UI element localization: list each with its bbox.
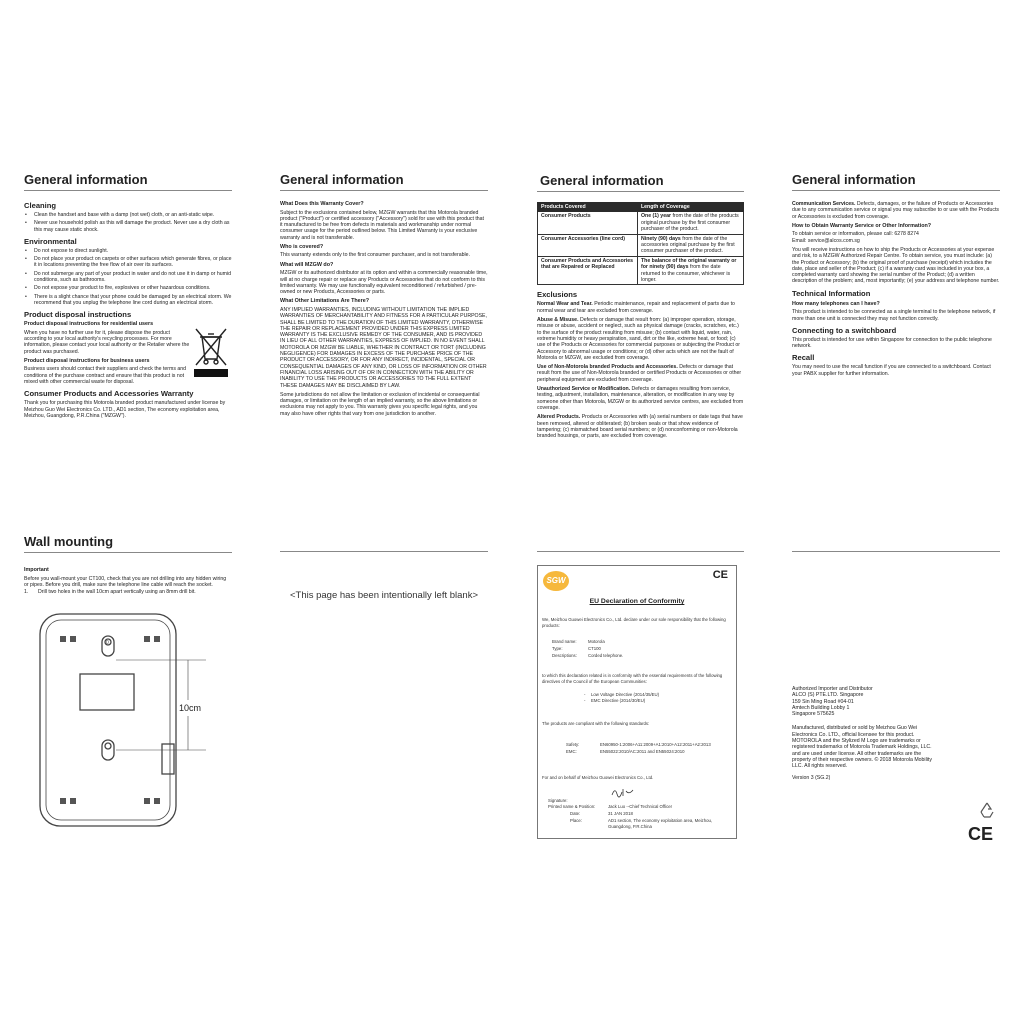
panel2-title: General information <box>280 172 488 191</box>
table-row <box>538 234 744 256</box>
disposal-section <box>24 321 232 385</box>
table-row <box>538 212 744 234</box>
divider <box>792 551 1000 552</box>
panel-back-cover <box>792 686 932 781</box>
importer-line: Singapore 575625 <box>792 711 835 718</box>
limitations-question: What Other Limitations Are There? <box>280 298 370 305</box>
exclusion-text: Products or Accessories with (a) serial numbers or date tags that have been removed, altered or obliterated; (b) broken seals or that show evidence of tampering; (c) mismatched board serial numbers; or (d) nonconforming or non-Motorola branded housings, or parts, are excluded from coverage. <box>537 414 743 440</box>
list-item: • Do not submerge any part of your product in water and do not use it in damp or humid conditions, such as bathrooms. <box>24 271 232 284</box>
behalf-text: For and on behalf of Meizhou Guowei Electronics Co., Ltd. <box>542 775 654 780</box>
environmental-list <box>24 248 232 306</box>
exclusion-text: Defects or damage that result from: (a) improper operation, storage, misuse or abuse, accident or neglect, such as physical damage (cracks, scratches, etc.) to the surface of the product resulting from misuse; (b) contact with liquid, water, rain, extreme humidity or heavy perspiration, sand, dirt or the like, extreme heat, or food; (c) use of the Products or Accessories for commercial purposes or subjecting the Product or Accessory to abnormal usage or conditions; or (d) other acts which are not the fault of Motorola or MZGW, are excluded from coverage. <box>537 317 740 361</box>
blank-page-note: <This page has been intentionally left blank> <box>289 590 479 601</box>
exclusion-item <box>537 301 744 314</box>
communication-services <box>792 201 1000 220</box>
signature-label: Signature: <box>548 798 568 803</box>
weee-bin-icon <box>193 325 229 377</box>
warranty-cover-question: What Does this Warranty Cover? <box>280 201 364 207</box>
table-header: Length of Coverage <box>638 203 744 212</box>
printed-name-value: Jack Luo --Chief Technical Officer <box>608 804 673 809</box>
disposal-heading: Product disposal instructions <box>24 310 132 320</box>
standards-text: The products are compliant with the following standards: <box>542 721 650 726</box>
exclusion-label: Abuse & Misuse. <box>537 317 579 324</box>
how-many-phones-answer: This product is intended to be connected as a single terminal to the telephone network, if more than one unit is connected they may not function correctly. <box>792 309 996 322</box>
consumer-warranty-heading: Consumer Products and Accessories Warranty <box>24 389 194 399</box>
panel-general-info-3 <box>537 173 744 442</box>
list-item: • Never use household polish as this will damage the product. Never use a dry cloth as this may cause static shock. <box>24 220 232 233</box>
directive-lvd: Low Voltage Directive (2014/35/EU) <box>591 692 660 697</box>
directive-emc: EMC Directive (2014/30/EU) <box>591 698 646 703</box>
table-cell-product: Consumer Products and Accessories that are Repaired or Replaced <box>538 256 638 285</box>
exclusion-text: Defects or damage that result from the use of Non-Motorola branded or certified Products or Accessories or other peripheral equipment are excluded from coverage. <box>537 364 742 383</box>
jurisdictions-text: Some jurisdictions do not allow the limitation or exclusion of incidental or consequential damages, or limitation on the length of an implied warranty, so the above limitations or exclusions may not apply to you. This warranty gives you specific legal rights, and you may also have other rights that vary from one jurisdiction to another. <box>280 391 480 417</box>
list-item: • There is a slight chance that your phone could be damaged by an electrical storm. We recommend that you unplug the telephone line cord during an electrical storm. <box>24 294 232 307</box>
recall-text: You may need to use the recall function if you are connected to a switchboard. Contact your PABX supplier for further information. <box>792 364 991 377</box>
exclusion-item <box>537 364 744 383</box>
exclusion-text: Defects or damages resulting from service, testing, adjustment, installation, maintenance, alteration, or modification in any way by someone other than Motorola, MZGW or its authorized service centres, are excluded from coverage. <box>537 386 744 411</box>
printed-name-label: Printed name & Position: <box>548 804 596 809</box>
coverage-bold: Ninety (90) days <box>641 235 681 242</box>
table-row <box>538 256 744 285</box>
wall-mount-diagram <box>36 612 226 828</box>
emc-label: EMC: <box>566 749 577 754</box>
obtain-service-instructions: You will receive instructions on how to ship the Products or Accessories at your expense and risk, to a MZGW Authorized Repair Centre. To obtain service, you must include: (a) the Product or Accessory; (b) the original proof of purchase (receipt) which includes the date, place and seller of the Product; (c) if a warranty card was included in your box, a completed warranty card showing the serial number of the Product; (d) a written description of the problem; and, most importantly; (e) your address and telephone number. <box>792 246 1000 285</box>
obtain-service-phone: To obtain service or information, please call: 6278 8274 <box>792 231 919 238</box>
technical-info-heading: Technical Information <box>792 288 871 298</box>
cleaning-list <box>24 212 232 233</box>
switchboard-heading: Connecting to a switchboard <box>792 325 897 335</box>
panel-general-info-2 <box>280 172 488 420</box>
place-label: Place: <box>570 818 582 823</box>
coverage-rest: from the date of the accessories original purchase by the first consumer purchaser of the product. <box>641 235 735 255</box>
list-item: • Do not expose to direct sunlight. <box>24 248 232 254</box>
who-covered-answer: This warranty extends only to the first consumer purchaser, and is not transferable. <box>280 252 471 259</box>
eu-declaration-document <box>537 565 737 839</box>
date-value: 31 JAN 2018 <box>608 811 633 816</box>
table-header-row <box>538 203 744 212</box>
brand-value: Motorola <box>588 639 605 644</box>
exclusion-label: Normal Wear and Tear. <box>537 301 593 308</box>
step-text: Drill two holes in the wall 10cm apart vertically using an 8mm drill bit. <box>38 589 196 596</box>
emc-value: EN55022:2010/AC:2011 and EN55024:2010 <box>600 749 685 754</box>
panel4-title: General information <box>792 172 1000 191</box>
consumer-warranty-text: Thank you for purchasing this Motorola branded product manufactured under license by Meizhou Guo Wei Electronics Co. LTD., AD1 section, The economy exploitation area, Meizhou, Guangdong, P.R.China ("MZGW"). <box>24 400 226 419</box>
type-value: CT100 <box>588 646 601 651</box>
table-cell-product: Consumer Accessories (line cord) <box>538 234 638 256</box>
doc-title: EU Declaration of Conformity <box>589 598 685 605</box>
divider <box>280 551 488 552</box>
list-item: • Do not place your product on carpets or other surfaces which generate fibres, or place it in locations preventing the free flow of air over its surfaces. <box>24 256 232 269</box>
conformity-text: to which this declaration related is in conformity with the essential requirements of the following directives of the Council of the European Communities: <box>542 673 723 684</box>
cleaning-heading: Cleaning <box>24 201 57 210</box>
coverage-bold: The balance of the original warranty or for ninety (90) days <box>641 257 737 271</box>
ce-mark-icon: CE <box>712 569 728 581</box>
wall-mounting-title: Wall mounting <box>24 534 232 553</box>
importer-line: ALCO (S) PTE.LTD. Singapore <box>792 692 864 699</box>
place-value: AD1 section, The economy exploitation area, Meizhou, Guangdong, P.R.China <box>608 818 713 829</box>
table-cell-coverage <box>638 212 744 234</box>
switchboard-text: This product is intended for use within Singapore for connection to the public telephone network. <box>792 336 992 350</box>
divider <box>537 551 744 552</box>
list-item: • Clean the handset and base with a damp (not wet) cloth, or an anti-static wipe. <box>24 212 232 218</box>
wall-mount-instructions: Before you wall-mount your CT100, check that you are not drilling into any hidden wiring or pipes. Before you drill, make sure the telephone line cable will reach the socket. <box>24 575 227 588</box>
importer-line: Authorized Importer and Distributor <box>792 686 873 692</box>
obtain-service-heading: How to Obtain Warranty Service or Other Information? <box>792 222 932 229</box>
signature-scribble-icon <box>610 786 636 798</box>
panel-wall-mounting <box>24 534 232 595</box>
environmental-heading: Environmental <box>24 236 77 246</box>
step-number: 1. <box>24 589 29 596</box>
safety-value: EN60950-1:2006+A11:2009+A1:2010+A12:2011+A2:2013 <box>600 742 711 747</box>
exclusion-text: Periodic maintenance, repair and replacement of parts due to normal wear and tear are excluded from coverage. <box>537 301 735 314</box>
jack-label: 0 <box>106 640 109 646</box>
disposal-residential-heading: Product disposal instructions for residential users <box>24 321 154 328</box>
type-label: Type: <box>552 646 563 651</box>
warranty-table <box>537 202 744 285</box>
disposal-residential-text: When you have no further use for it, please dispose the product according to your local authority's recycling processes. For more information, please contact your local authority or the Retailer where the product was purchased. <box>24 329 190 355</box>
communication-label: Communication Services. <box>792 201 856 207</box>
panel-general-info-4 <box>792 172 1000 380</box>
exclusion-item <box>537 317 744 361</box>
limitations-answer: ANY IMPLIED WARRANTIES, INCLUDING WITHOUT LIMITATION THE IMPLIED WARRANTIES OF MERCHANTABILITY AND FITNESS FOR A PARTICULAR PURPOSE, SHALL BE LIMITED TO THE DURATION OF THIS LIMITED WARRANTY, OTHERWISE THE REPAIR OR REPLACEMENT PROVIDED UNDER THIS EXPRESS LIMITED WARRANTY IS THE EXCLUSIVE REMEDY OF THE CONSUMER, AND IS PROVIDED IN LIEU OF ALL OTHER WARRANTIES, EXPRESS OF IMPLIED. IN NO EVENT SHALL MOTOROLA OR MZGW BE LIABLE, WHETHER IN CONTRACT OR TORT (INCLUDING NEGLIGENCE) FOR DAMAGES IN EXCESS OF THE PURCHASE PRICE OF THE PRODUCT OR ACCESSORY, OR FOR ANY INDIRECT, INCIDENTAL, SPECIAL OR CONSEQUENTIAL DAMAGES OF ANY KIND, OR LOSS OF INFORMATION OR OTHER FINANCIAL LOSS ARISING OUT OF OR IN CONNECTION WITH THE ABILITY OR INABILITY TO USE THE PRODUCTS OR ACCESSORIES TO THE FULL EXTENT THESE DAMAGES MAY BE DISCLAIMED BY LAW. <box>280 306 487 389</box>
recycle-icon <box>977 800 997 820</box>
bullet-icon: - <box>584 698 586 703</box>
bullet-icon: - <box>584 692 586 697</box>
list-item: • Do not expose your product to fire, explosives or other hazardous conditions. <box>24 285 232 291</box>
safety-label: Safety: <box>566 742 580 747</box>
table-header: Products Covered <box>538 203 638 212</box>
communication-text: Defects, damages, or the failure of Products or Accessories due to any communication service or signal you may subscribe to or use with the Products or Accessories is excluded from coverage. <box>792 201 1000 220</box>
importer-line: 159 Sin Ming Road #04-01 <box>792 698 854 705</box>
version-text: Version 3 (SG.2) <box>792 774 831 781</box>
coverage-bold: One (1) year <box>641 213 671 220</box>
mzgw-do-answer: MZGW or its authorized distributor at its option and within a commercially reasonable time, will at no charge repair or replace any Products or Accessories that do not conform to this limited warranty. We may use functionally equivalent reconditioned / refurbished / pre-owned or new Products, Accessories or parts. <box>280 270 488 296</box>
disposal-business-heading: Product disposal instructions for business users <box>24 357 150 364</box>
license-text: Manufactured, distributed or sold by Meizhou Guo Wei Electronics Co. LTD., official licensee for this product. MOTOROLA and the Stylized M Logo are trademarks or registered trademarks of Motorola Trademark Holdings, LLC. and are used under license. All other trademarks are the property of their respective owners. © 2018 Motorola Mobility LLC. All rights reserved. <box>792 725 932 770</box>
table-cell-coverage <box>638 256 744 285</box>
recall-heading: Recall <box>792 353 815 363</box>
mzgw-do-question: What will MZGW do? <box>280 261 334 268</box>
brand-label: Brand name: <box>552 639 577 644</box>
exclusions-heading: Exclusions <box>537 290 578 300</box>
coverage-rest: from the date returned to the consumer, whichever is longer. <box>641 264 731 284</box>
obtain-service-email: Email: service@alcos.com.sg <box>792 237 860 244</box>
dimension-label: 10cm <box>178 703 202 713</box>
drill-step <box>24 589 232 595</box>
panel1-title: General information <box>24 172 232 191</box>
table-cell-coverage <box>638 234 744 256</box>
description-label: Descriptions: <box>552 653 577 658</box>
description-value: Corded telephone. <box>588 653 624 658</box>
exclusion-label: Unauthorized Service or Modification. <box>537 386 631 393</box>
sgw-logo: SGW <box>543 571 569 591</box>
ce-mark-icon: CE <box>968 824 994 844</box>
who-covered-question: Who is covered? <box>280 243 324 250</box>
exclusion-item <box>537 386 744 411</box>
important-heading: Important <box>24 567 49 573</box>
panel-general-info-1 <box>24 172 232 422</box>
exclusion-label: Altered Products. <box>537 414 581 421</box>
exclusion-item <box>537 414 744 439</box>
panel3-title: General information <box>537 173 744 192</box>
exclusion-label: Use of Non-Motorola branded Products and Accessories. <box>537 364 678 371</box>
importer-line: Amtech Building Lobby 1 <box>792 704 850 711</box>
warranty-cover-answer: Subject to the exclusions contained below, MZGW warrants that this Motorola branded product ("Product") or certified accessory ("Accessory") sold for use with this product that it manufactured to be free from defects in materials and workmanship under normal consumer usage for the period outlined below. This Limited Warranty is your exclusive warranty and is not transferable. <box>280 209 484 241</box>
doc-intro: We, Meizhou Guowei Electronics Co., Ltd. declare under our sole responsibility that the following products: <box>542 617 726 628</box>
how-many-phones-question: How many telephones can I have? <box>792 300 880 307</box>
table-cell-product: Consumer Products <box>538 212 638 234</box>
disposal-business-text: Business users should contact their suppliers and check the terms and conditions of the purchase contract and ensure that this product is not mixed with other commercial waste for disposal. <box>24 366 187 386</box>
coverage-rest: from the date of the products original purchase by the first consumer purchaser of the product. <box>641 213 739 233</box>
date-label: Date: <box>570 811 581 816</box>
